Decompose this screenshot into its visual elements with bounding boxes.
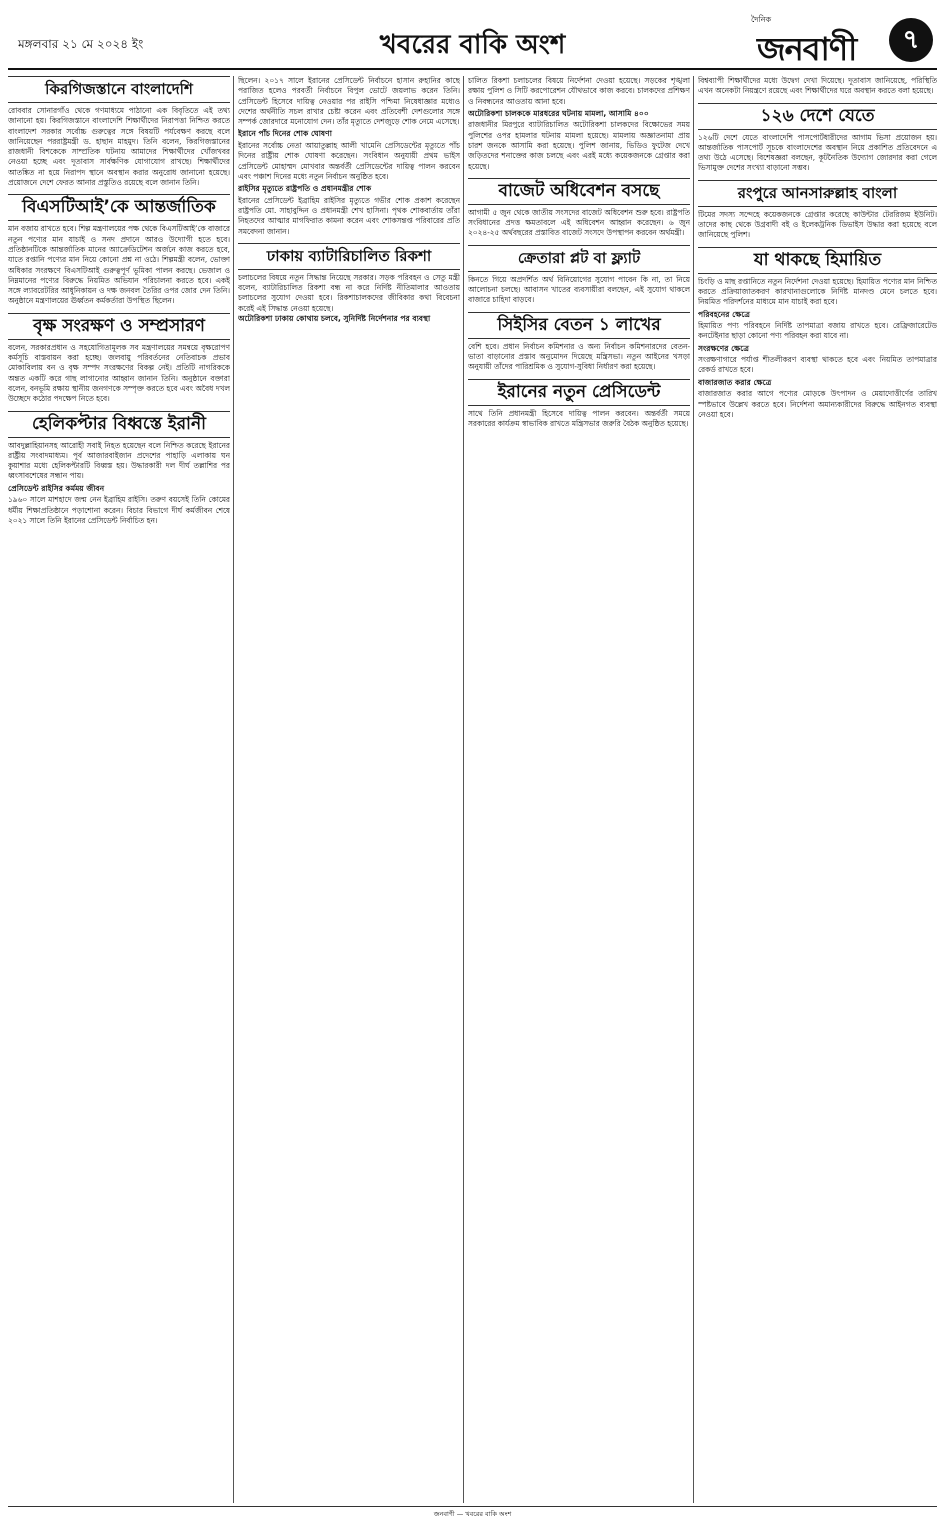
article-body: বলেন, সরকারপ্রধান ও সহযোগিতামূলক সব মন্ত্রণালয়ের সমন্বয়ে বৃক্ষরোপণ কর্মসূচি বাস্তবায়ন করা হচ্ছে। জলবায়ু পরিবর্তনের নেতিবাচক প্রভাব মোকাবিলায় বন ও বৃক্ষ সম্পদ সংরক্ষণের বিকল্প নেই। প্রতিটি নাগরিককে অন্তত একটি করে গাছ লাগানোর আহ্বান জানান তিনি। অনুষ্ঠানে বক্তারা বলেন, বনভূমি রক্ষায় স্থানীয় জনগণকে সম্পৃক্ত করতে হবে এবং অবৈধ দখল উচ্ছেদে কঠোর পদক্ষেপ নিতে হবে। bbox=[8, 342, 230, 404]
article-body: ১২৬টি দেশে যেতে বাংলাদেশি পাসপোর্টধারীদের আগাম ভিসা প্রয়োজন হয়। আন্তর্জাতিক পাসপোর্ট সূচকে বাংলাদেশের অবস্থান নিয়ে প্রকাশিত প্রতিবেদনে এ তথ্য উঠে এসেছে। বিশেষজ্ঞরা বলছেন, কূটনৈতিক উদ্যোগ জোরদার করা গেলে ভিসামুক্ত দেশের সংখ্যা বাড়ানো সম্ভব। bbox=[698, 132, 937, 173]
article-frozen-food bbox=[698, 247, 937, 420]
page-number-badge: ৭ bbox=[889, 18, 933, 62]
article-headline: বিএসটিআই’কে আন্তর্জাতিক bbox=[8, 194, 230, 221]
article-headline: বৃক্ষ সংরক্ষণ ও সম্প্রসারণ bbox=[8, 313, 230, 340]
newspaper-logo bbox=[751, 14, 881, 66]
article-headline: ঢাকায় ব্যাটারিচালিত রিকশা bbox=[238, 243, 460, 270]
article-headline: যা থাকছে হিমায়িত bbox=[698, 247, 937, 274]
article-body: চলাচলের বিষয়ে নতুন সিদ্ধান্ত নিয়েছে সরকার। সড়ক পরিবহন ও সেতু মন্ত্রী বলেন, ব্যাটারিচালিত রিকশা বন্ধ না করে নির্দিষ্ট নীতিমালার আওতায় চলাচলের সুযোগ দেওয়া হবে। রিকশাচালকদের জীবিকার কথা বিবেচনা করেই এই সিদ্ধান্ত নেওয়া হয়েছে। bbox=[238, 272, 460, 313]
article-body: টিমের সদস্য সন্দেহে কয়েকজনকে গ্রেপ্তার করেছে কাউন্টার টেররিজম ইউনিট। তাদের কাছ থেকে উগ্রবাদী বই ও ইলেকট্রনিক ডিভাইস উদ্ধার করা হয়েছে বলে জানিয়েছে পুলিশ। bbox=[698, 209, 937, 240]
section-title: খবরের বাকি অংশ bbox=[379, 30, 566, 60]
article-body: ইরানের সর্বোচ্চ নেতা আয়াতুল্লাহ আলী খামেনি প্রেসিডেন্টের মৃত্যুতে পাঁচ দিনের রাষ্ট্রীয় শোক ঘোষণা করেছেন। সংবিধান অনুযায়ী প্রথম ভাইস প্রেসিডেন্ট মোহাম্মদ মোখবার অন্তর্বর্তী প্রেসিডেন্টের দায়িত্ব পালন করবেন এবং পঞ্চাশ দিনের মধ্যে নতুন নির্বাচন অনুষ্ঠিত হবে। bbox=[238, 140, 460, 181]
article-body: বাজারজাত করার আগে পণ্যের মোড়কে উৎপাদন ও মেয়াদোত্তীর্ণের তারিখ স্পষ্টভাবে উল্লেখ করতে হবে। নির্দেশনা অমান্যকারীদের বিরুদ্ধে আইনগত ব্যবস্থা নেওয়া হবে। bbox=[698, 389, 937, 419]
article-kyrgyzstan bbox=[8, 76, 230, 188]
logo-daily-label: দৈনিক bbox=[751, 15, 772, 24]
article-body: বেশি হবে। প্রধান নির্বাচন কমিশনার ও অন্য নির্বাচন কমিশনারদের বেতন-ভাতা বাড়ানোর প্রস্তাব অনুমোদন দিয়েছে মন্ত্রিসভা। নতুন আইনের খসড়া অনুযায়ী তাঁদের পারিশ্রমিক ও সুযোগ-সুবিধা নির্ধারণ করা হয়েছে। bbox=[468, 341, 690, 372]
article-subhead: ইরানে পাঁচ দিনের শোক ঘোষণা bbox=[238, 129, 332, 139]
article-headline: রংপুরে আনসারুল্লাহ বাংলা bbox=[698, 180, 937, 207]
article-budget-session bbox=[468, 178, 690, 239]
article-subhead: সংরক্ষণের ক্ষেত্রে bbox=[698, 343, 749, 353]
article-headline: বাজেট অধিবেশন বসছে bbox=[468, 178, 690, 205]
article-headline: হেলিকপ্টার বিধ্বস্তে ইরানী bbox=[8, 411, 230, 438]
article-body: বিশ্বব্যাপী শিক্ষার্থীদের মধ্যে উদ্বেগ দেখা দিয়েছে। দূতাবাস জানিয়েছে, পরিস্থিতি এখন অনেকটা নিয়ন্ত্রণে রয়েছে এবং শিক্ষার্থীদের ঘরে অবস্থান করতে বলা হয়েছে। bbox=[698, 76, 937, 96]
article-body: রাজধানীর মিরপুরে ব্যাটারিচালিত অটোরিকশা চালকদের বিক্ষোভের সময় পুলিশের ওপর হামলার ঘটনায় মামলা হয়েছে। মামলায় অজ্ঞাতনামা প্রায় চারশ জনকে আসামি করা হয়েছে। পুলিশ জানায়, ভিডিও ফুটেজ দেখে জড়িতদের শনাক্তের কাজ চলছে এবং এরই মধ্যে কয়েকজনকে গ্রেপ্তার করা হয়েছে। bbox=[468, 120, 690, 171]
article-cec-salary bbox=[468, 312, 690, 373]
article-helicopter-crash bbox=[8, 411, 230, 527]
article-subhead: অটোরিকশা চালককে মারধরের ঘটনায় মামলা, আসামি ৪০০ bbox=[468, 108, 649, 118]
article-body: ১৯৬০ সালে মাশহাদে জন্ম নেন ইব্রাহিম রাইসি। তরুণ বয়সেই তিনি কোমের ধর্মীয় শিক্ষাপ্রতিষ্ঠানে পড়াশোনা করেন। বিচার বিভাগে দীর্ঘ কর্মজীবন শেষে ২০২১ সালে তিনি ইরানের প্রেসিডেন্ট নির্বাচিত হন। bbox=[8, 495, 230, 525]
column-divider bbox=[233, 76, 234, 1503]
article-battery-rickshaw bbox=[238, 243, 460, 324]
article-bsti bbox=[8, 194, 230, 306]
column-1 bbox=[8, 76, 230, 1503]
logo-name: জনবাণী bbox=[757, 30, 857, 68]
article-body: আবদুল্লাহিয়ানসহ আরোহী সবাই নিহত হয়েছেন বলে নিশ্চিত করেছে ইরানের রাষ্ট্রীয় সংবাদমাধ্যম। পূর্ব আজারবাইজান প্রদেশের পাহাড়ি এলাকায় ঘন কুয়াশার মধ্যে হেলিকপ্টারটি বিধ্বস্ত হয়। উদ্ধারকারী দল দীর্ঘ তল্লাশির পর ধ্বংসাবশেষের সন্ধান পায়। bbox=[8, 440, 230, 481]
article-rangpur-ansarullah bbox=[698, 180, 937, 241]
article-headline: ইরানের নতুন প্রেসিডেন্ট bbox=[468, 379, 690, 406]
column-2 bbox=[238, 76, 460, 1503]
article-body: ইরানের প্রেসিডেন্ট ইব্রাহিম রাইসির মৃত্যুতে গভীর শোক প্রকাশ করেছেন রাষ্ট্রপতি মো. সাহাবুদ্দিন ও প্রধানমন্ত্রী শেখ হাসিনা। পৃথক শোকবার্তায় তাঁরা নিহতদের আত্মার মাগফিরাত কামনা করেন এবং শোকসন্তপ্ত পরিবারের প্রতি সমবেদনা জানান। bbox=[238, 195, 460, 236]
column-4 bbox=[698, 76, 937, 1503]
article-subhead: প্রেসিডেন্ট রাইসির কর্মময় জীবন bbox=[8, 483, 105, 493]
issue-date: মঙ্গলবার ২১ মে ২০২৪ ইং bbox=[18, 37, 144, 51]
article-body: রোববার সোনারগাঁও থেকে গণমাধ্যমে পাঠানো এক বিবৃতিতে এই তথ্য জানানো হয়। কিরগিজস্তানে বাংলাদেশি শিক্ষার্থীদের নিরাপত্তা নিশ্চিত করতে বাংলাদেশ সরকার সর্বোচ্চ গুরুত্বের সঙ্গে বিষয়টি পর্যবেক্ষণ করছে বলে জানিয়েছেন পররাষ্ট্রমন্ত্রী ড. হাছান মাহমুদ। তিনি বলেন, কিরগিজস্তানের রাজধানী বিশকেকে সাম্প্রতিক ঘটনায় আমাদের শিক্ষার্থীদের খোঁজখবর নেওয়া হচ্ছে এবং দূতাবাস সার্বক্ষণিক যোগাযোগ রাখছে। শিক্ষার্থীদের আতঙ্কিত না হয়ে নিরাপদ স্থানে অবস্থান করার অনুরোধ জানানো হয়েছে। প্রয়োজনে দেশে ফেরত আনার প্রস্তুতিও রয়েছে বলে জানান তিনি। bbox=[8, 106, 230, 188]
article-body: কিনতে গিয়ে অপ্রদর্শিত অর্থ বিনিয়োগের সুযোগ পাবেন কি না, তা নিয়ে আলোচনা চলছে। আবাসন খাতের ব্যবসায়ীরা বলছেন, এই সুযোগ থাকলে বাজারে চাহিদা বাড়বে। bbox=[468, 274, 690, 305]
article-body: সংরক্ষণাগারে পর্যাপ্ত শীতলীকরণ ব্যবস্থা থাকতে হবে এবং নিয়মিত তাপমাত্রার রেকর্ড রাখতে হবে। bbox=[698, 355, 937, 375]
article-tree-conservation bbox=[8, 313, 230, 405]
column-divider bbox=[463, 76, 464, 1503]
page-footer: জনবাণী — খবরের বাকি অংশ bbox=[8, 1506, 937, 1523]
article-plot-flat bbox=[468, 245, 690, 306]
article-continued-top bbox=[698, 76, 937, 97]
article-body: আগামী ৫ জুন থেকে জাতীয় সংসদের বাজেট অধিবেশন শুরু হবে। রাষ্ট্রপতি সংবিধানের প্রদত্ত ক্ষমতাবলে এই অধিবেশন আহ্বান করেছেন। ৬ জুন ২০২৪-২৫ অর্থবছরের প্রস্তাবিত বাজেট সংসদে উপস্থাপন করবেন অর্থমন্ত্রী। bbox=[468, 207, 690, 238]
article-raisi-continued bbox=[238, 76, 460, 237]
article-body: ছিলেন। ২০১৭ সালে ইরানের প্রেসিডেন্ট নির্বাচনে হাসান রুহানির কাছে পরাজিত হলেও পরবর্তী নির্বাচনে বিপুল ভোটে জয়লাভ করেন তিনি। প্রেসিডেন্ট হিসেবে দায়িত্ব নেওয়ার পর রাইসি পশ্চিমা নিষেধাজ্ঞার মধ্যেও দেশের অর্থনীতি সচল রাখার চেষ্টা করেন এবং প্রতিবেশী দেশগুলোর সঙ্গে সম্পর্ক জোরদারে মনোযোগ দেন। তাঁর মৃত্যুতে দেশজুড়ে শোক নেমে এসেছে। bbox=[238, 76, 460, 127]
article-headline: সিইসির বেতন ১ লাখের bbox=[468, 312, 690, 339]
article-iran-new-president bbox=[468, 379, 690, 430]
article-headline: ক্রেতারা প্লট বা ফ্ল্যাট bbox=[468, 245, 690, 272]
article-body: হিমায়িত পণ্য পরিবহনে নির্দিষ্ট তাপমাত্রা বজায় রাখতে হবে। রেফ্রিজারেটেড কনটেইনার ছাড়া কোনো পণ্য পরিবহন করা যাবে না। bbox=[698, 321, 937, 341]
article-subhead: বাজারজাত করার ক্ষেত্রে bbox=[698, 377, 772, 387]
masthead bbox=[8, 10, 937, 70]
article-body: চিংড়ি ও মাছ রপ্তানিতে নতুন নির্দেশনা দেওয়া হয়েছে। হিমায়িত পণ্যের মান নিশ্চিত করতে প্রক্রিয়াজাতকরণ কারখানাগুলোকে নির্দিষ্ট মানদণ্ড মেনে চলতে হবে। নিয়মিত পরিদর্শনের মাধ্যমে মান যাচাই করা হবে। bbox=[698, 276, 937, 307]
article-subhead: পরিবহনের ক্ষেত্রে bbox=[698, 309, 750, 319]
article-body: মান বজায় রাখতে হবে। শিল্প মন্ত্রণালয়ের পক্ষ থেকে বিএসটিআই’কে বাজারে নতুন পণ্যের মান যাচাই ও সনদ প্রদানে আরও উদ্যোগী হতে হবে। প্রতিষ্ঠানটিকে আন্তর্জাতিক মানের অ্যাক্রেডিটেশন অর্জনে কাজ করতে হবে, যাতে রপ্তানি পণ্যের মান নিয়ে কোনো প্রশ্ন না ওঠে। শিল্পমন্ত্রী বলেন, ভোক্তা অধিকার সংরক্ষণে বিএসটিআই গুরুত্বপূর্ণ ভূমিকা পালন করছে। ভেজাল ও নিম্নমানের পণ্যের বিরুদ্ধে নিয়মিত অভিযান পরিচালনা করতে হবে। একই সঙ্গে ল্যাবরেটরির আধুনিকায়ন ও দক্ষ জনবল তৈরির ওপর জোর দেন তিনি। অনুষ্ঠানে মন্ত্রণালয়ের ঊর্ধ্বতন কর্মকর্তারা উপস্থিত ছিলেন। bbox=[8, 224, 230, 306]
article-body: চালিত রিকশা চলাচলের বিষয়ে নির্দেশনা দেওয়া হয়েছে। সড়কের শৃঙ্খলা রক্ষায় পুলিশ ও সিটি করপোরেশন যৌথভাবে কাজ করবে। চালকদের প্রশিক্ষণ ও নিবন্ধনের আওতায় আনা হবে। bbox=[468, 76, 690, 106]
article-subhead: রাইসির মৃত্যুতে রাষ্ট্রপতি ও প্রধানমন্ত্রীর শোক bbox=[238, 184, 372, 194]
article-headline: ১২৬ দেশে যেতে bbox=[698, 103, 937, 130]
column-divider bbox=[693, 76, 694, 1503]
article-rickshaw-continued bbox=[468, 76, 690, 172]
column-3 bbox=[468, 76, 690, 1503]
article-126-countries bbox=[698, 103, 937, 174]
article-body: সাথে তিনি প্রধানমন্ত্রী হিসেবে দায়িত্ব পালন করবেন। অন্তর্বর্তী সময়ে সরকারের কার্যক্রম স্বাভাবিক রাখতে মন্ত্রিসভার জরুরি বৈঠক অনুষ্ঠিত হয়েছে। bbox=[468, 408, 690, 428]
article-headline: কিরগিজস্তানে বাংলাদেশি bbox=[8, 76, 230, 103]
article-continuation-note: অটোরিকশা ঢাকায় কোথায় চলবে, সুনির্দিষ্ট নির্দেশনার পর ব্যবস্থা bbox=[238, 314, 431, 324]
